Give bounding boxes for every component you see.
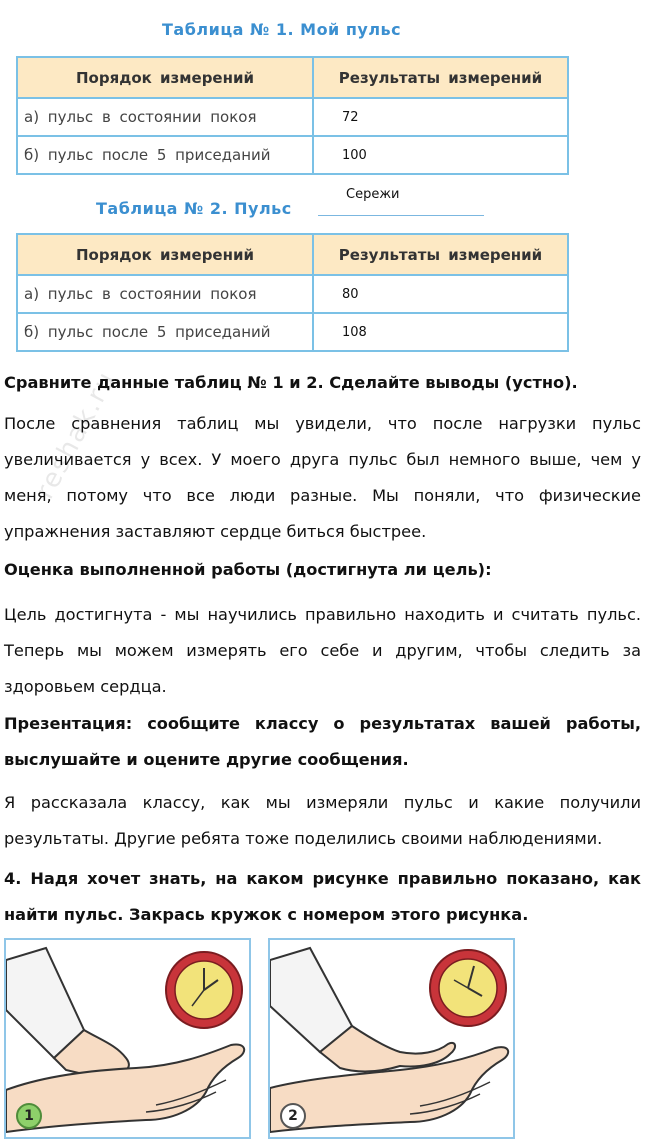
table1-row1-value: 72 [342, 109, 359, 125]
picture-1-number-circle[interactable]: 1 [16, 1103, 42, 1129]
table1 [16, 56, 569, 175]
answer-presentation: Я рассказала классу, как мы измеряли пульс и какие получили результаты. Другие ребята тоже поделились своими наблюдениями. [4, 793, 641, 848]
name-blank-line [318, 215, 484, 216]
table-row [18, 274, 567, 312]
workbook-scan [0, 0, 645, 355]
answer-evaluation: Цель достигнута - мы научились правильно находить и считать пульс. Теперь мы можем измерять его себе и другим, чтобы следить за здоровьем сердца. [4, 605, 641, 696]
question-presentation: Презентация: сообщите классу о результатах вашей работы, выслушайте и оцените другие сообщения. [4, 714, 641, 769]
table2-title: Таблица № 2. Пульс [96, 199, 292, 218]
picture-2[interactable] [268, 938, 515, 1139]
table2 [16, 233, 569, 352]
hand-pulse-illustration-1 [6, 940, 249, 1137]
picture-1[interactable] [4, 938, 251, 1139]
table2-header-measure: Порядок измерений [18, 235, 314, 274]
table1-header-measure: Порядок измерений [18, 58, 314, 97]
clock-icon [166, 952, 242, 1028]
table2-row1-value: 80 [342, 286, 359, 302]
table1-title: Таблица № 1. Мой пульс [162, 20, 402, 39]
table-row [18, 312, 567, 350]
table-row [18, 135, 567, 173]
question-compare: Сравните данные таблиц № 1 и 2. Сделайте выводы (устно). [4, 373, 578, 392]
table-row [18, 97, 567, 135]
table2-header-row [18, 235, 567, 274]
table2-name: Сережи [346, 187, 400, 202]
table2-header-result: Результаты измерений [338, 245, 543, 264]
answer-compare: После сравнения таблиц мы увидели, что после нагрузки пульс увеличивается у всех. У моего друга пульс был немного выше, чем у меня, потому что все люди разные. Мы поняли, что физические упражнения заставляют сердце биться быстрее. [4, 414, 641, 541]
table1-header-row [18, 58, 567, 97]
table2-row2-label: б) пульс после 5 приседаний [18, 314, 314, 350]
question-evaluation: Оценка выполненной работы (достигнута ли цель): [4, 560, 492, 579]
table2-row1-label: а) пульс в состоянии покоя [18, 276, 314, 312]
table1-row2-label: б) пульс после 5 приседаний [18, 137, 314, 173]
table1-header-result: Результаты измерений [338, 68, 543, 87]
clock-icon [430, 950, 506, 1026]
table1-row2-value: 100 [342, 147, 367, 163]
watermark: reshak.ru [30, 365, 123, 505]
question-task4: 4. Надя хочет знать, на каком рисунке правильно показано, как найти пульс. Закрась кружок с номером этого рисунка. [4, 869, 641, 924]
hand-pulse-illustration-2 [270, 940, 513, 1137]
picture-2-number-circle[interactable]: 2 [280, 1103, 306, 1129]
table1-row1-label: а) пульс в состоянии покоя [18, 99, 314, 135]
table2-row2-value: 108 [342, 324, 367, 340]
